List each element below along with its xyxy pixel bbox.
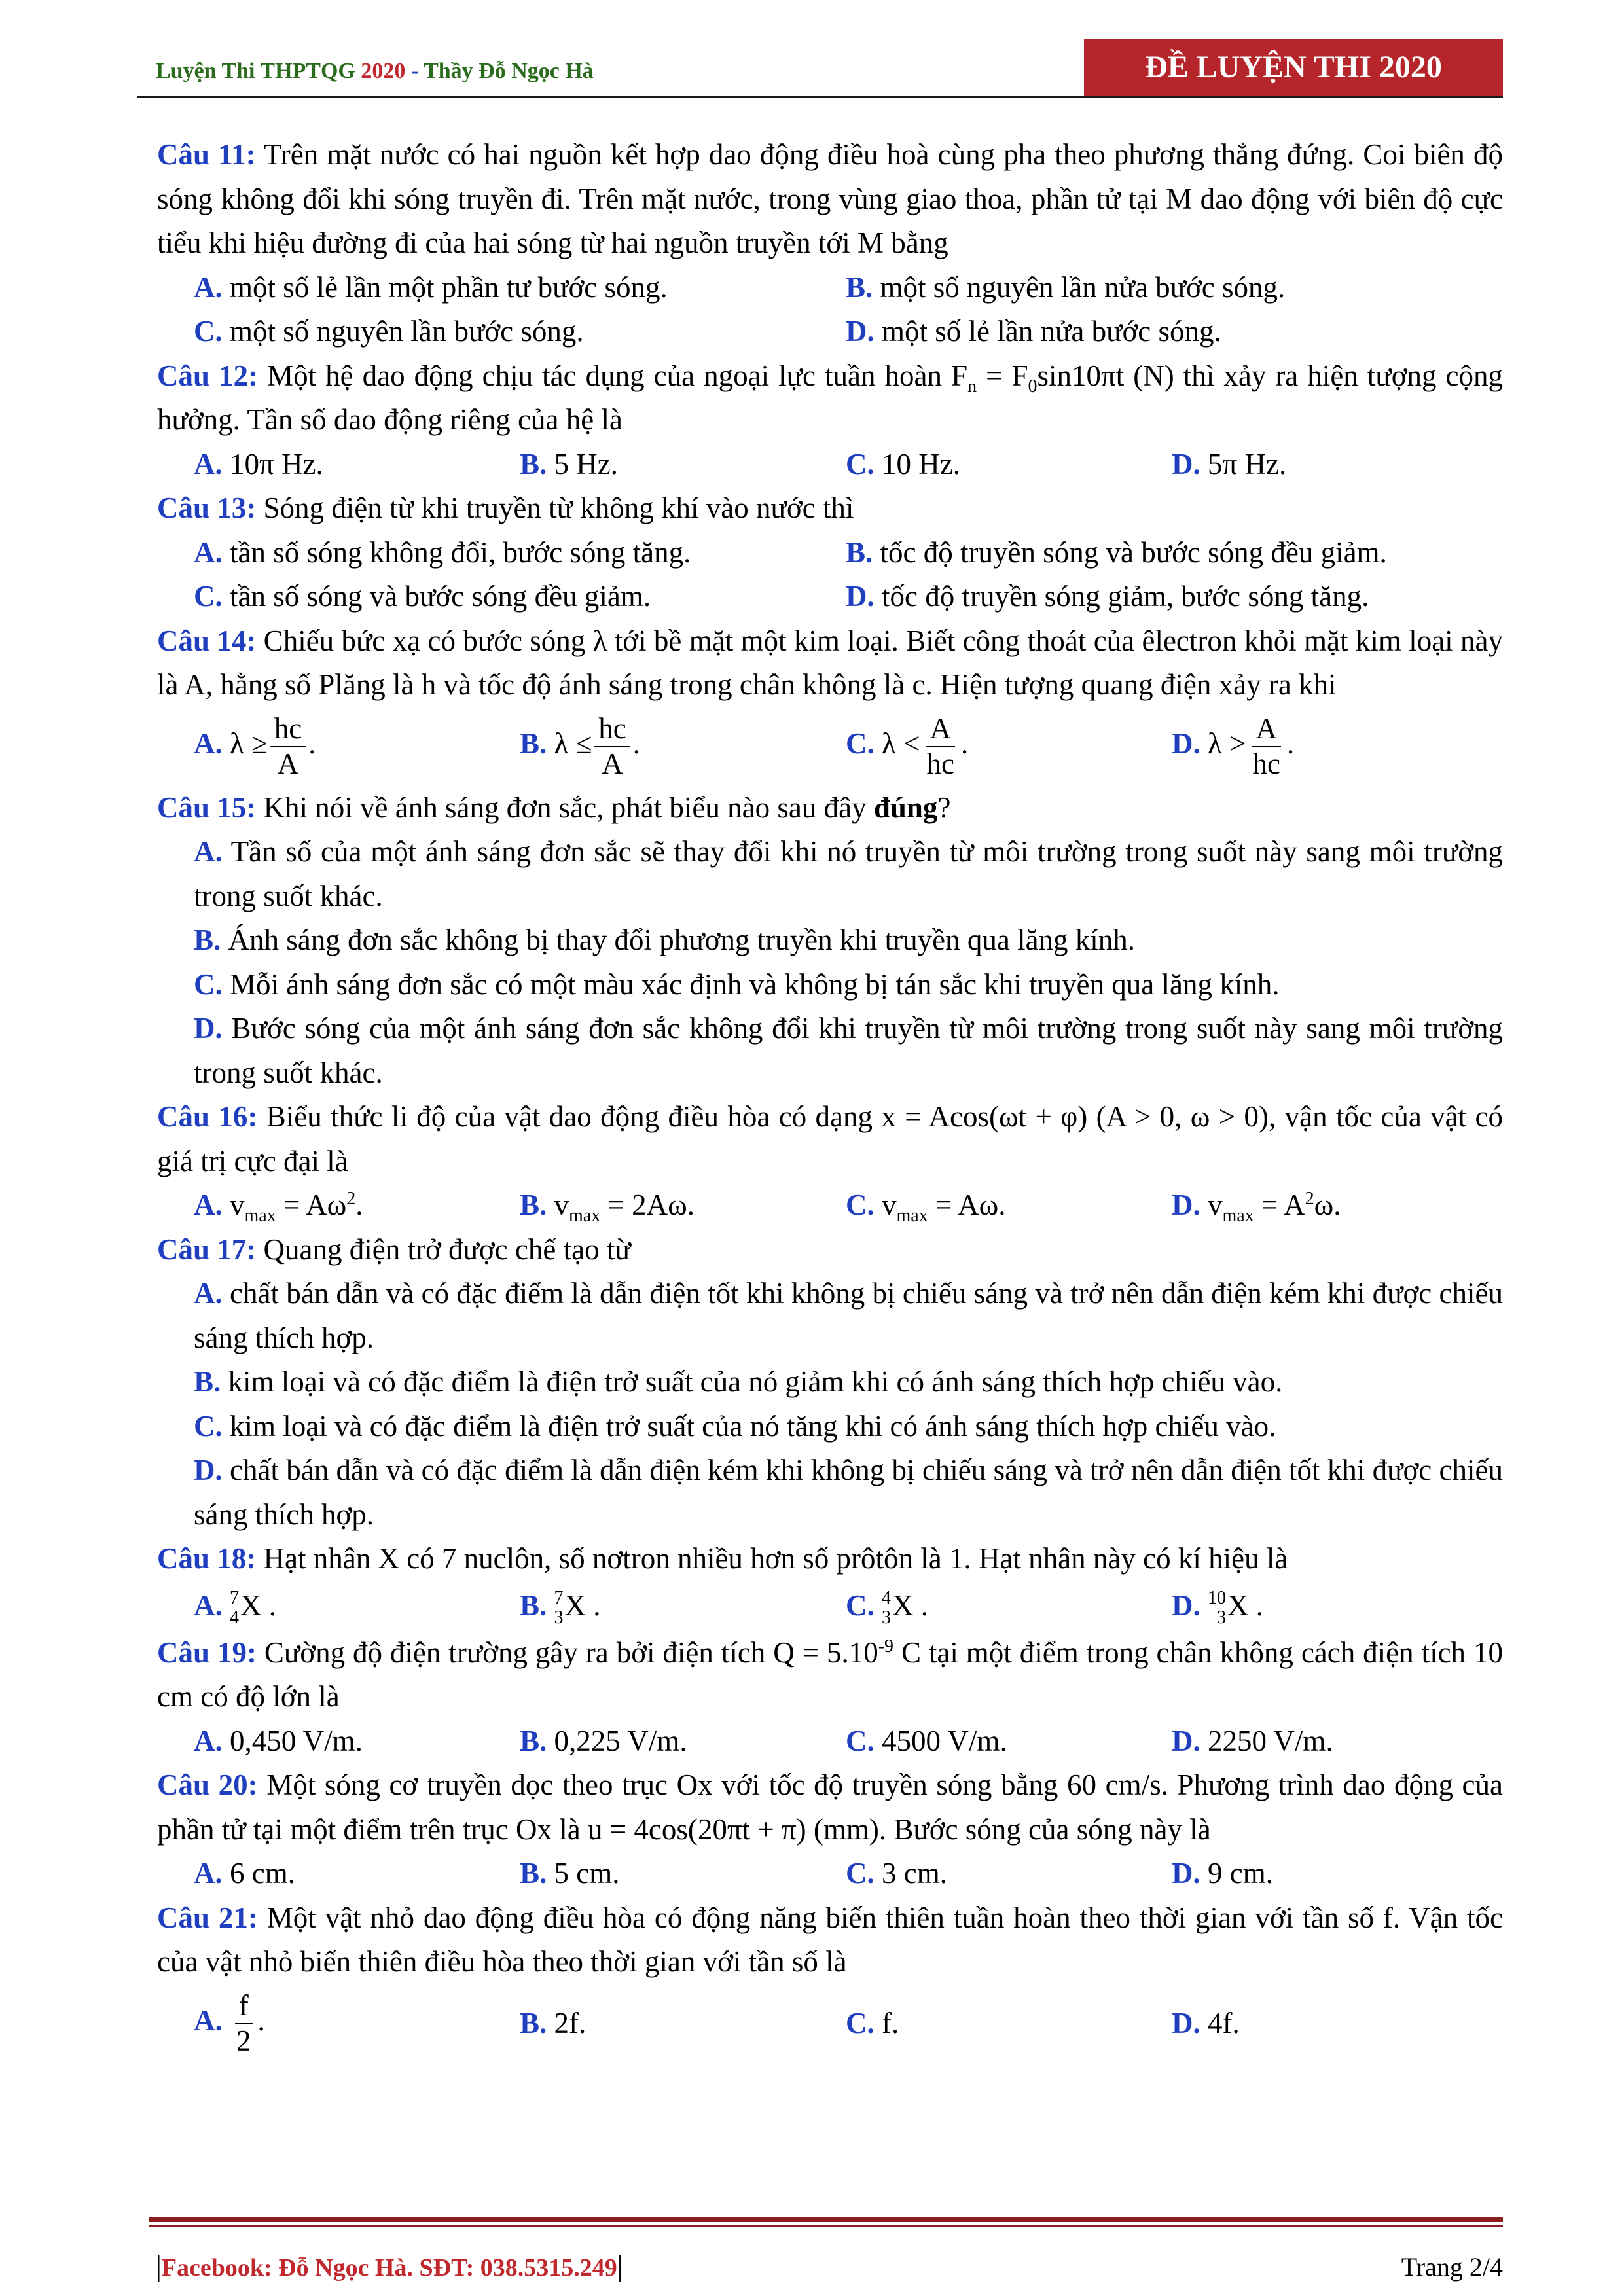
option-d [1172,712,1498,781]
question-text: Chiếu bức xạ có bước sóng λ tới bề mặt một kim loại. Biết công thoát của êlectron khỏi mặt kim loại này là A, hằng số Plăng là h và tốc độ ánh sáng trong chân không là c. Hiện tượng quang điện xảy ra khi [157,624,1503,701]
question-20 [157,1763,1503,1852]
question-text: C tại một điểm trong chân không cách điện tích 10 cm có độ lớn là [157,1636,1503,1713]
footer-divider-thin [149,2225,1503,2227]
subscript: n [967,376,977,397]
option-b [520,1584,846,1628]
option-label: B. [520,1189,547,1221]
option-label: D. [846,580,875,613]
question-text: Một vật nhỏ dao động điều hòa có động năng biến thiên tuần hoàn theo thời gian với tần số f. Vận tốc của vật nhỏ biến thiên điều hòa theo thời gian với tần số là [157,1901,1503,1978]
option-b [157,1360,1503,1405]
option-label: C. [846,1588,875,1622]
formula-lhs: λ ≥ [230,726,268,760]
question-text: Một sóng cơ truyền dọc theo trục Ox với tốc độ truyền sóng bằng 60 cm/s. Phương trình dao động của phần tử tại một điểm trên trục Ox là u = 4cos(20πt + π) (mm). Bước sóng của sóng này là [157,1768,1504,1846]
option-text: Ánh sáng đơn sắc không bị thay đổi phương truyền khi truyền qua lăng kính. [228,924,1136,956]
mass-number: 7 [230,1588,239,1609]
question-text: Một hệ dao động chịu tác dụng của ngoại lực tuần hoàn F [258,359,968,392]
answer-row [157,266,1503,310]
footer-bar: | [156,2250,162,2282]
option-label: B. [194,1365,221,1398]
nuclide-numbers [882,1588,891,1628]
option-b [520,712,846,781]
formula: v [554,1189,569,1221]
question-number: Câu 19: [157,1636,257,1669]
nuclide-numbers [1208,1588,1226,1628]
answer-row [157,310,1503,354]
option-label: B. [520,726,547,760]
option-text: 3 cm. [882,1857,947,1890]
option-label: C. [194,967,223,1001]
fraction-numerator: A [1252,712,1281,747]
option-a [194,1852,520,1896]
formula-lhs: λ < [882,726,920,760]
option-d [157,1448,1503,1537]
emphasis-text: đúng [873,791,938,824]
option-label: B. [520,1724,547,1757]
option-label: C. [846,1189,875,1221]
question-text: Sóng điện từ khi truyền từ không khí vào nước thì [256,492,854,524]
atomic-number: 3 [882,1607,891,1628]
option-text: 4500 V/m. [882,1724,1007,1757]
question-15 [157,786,1503,831]
option-text: 6 cm. [230,1857,295,1890]
fraction [232,1989,255,2058]
superscript: -9 [878,1636,894,1657]
subscript: 0 [1028,376,1038,397]
period: . [913,1588,928,1622]
fraction-numerator: hc [270,712,306,747]
formula: = A [1254,1189,1305,1221]
option-d [1172,1183,1498,1228]
option-a [194,531,846,575]
answer-row [157,442,1503,487]
fraction-denominator: A [602,747,623,780]
header-year: 2020 [361,59,406,83]
question-number: Câu 15: [157,791,257,824]
option-label: A. [194,1189,223,1221]
option-text: 10 Hz. [882,447,960,480]
mass-number: 4 [882,1588,891,1609]
option-a [194,1719,520,1764]
fraction [922,712,958,781]
nuclide-symbol: X [1227,1588,1249,1622]
option-label: B. [520,1857,547,1890]
option-text: chất bán dẫn và có đặc điểm là dẫn điện tốt khi không bị chiếu sáng và trở nên dẫn điện kém khi được chiếu sáng thích hợp. [194,1277,1503,1354]
option-a [157,830,1503,918]
question-14 [157,619,1503,708]
option-a [194,1989,520,2058]
option-b [520,1183,846,1228]
option-c [846,1183,1172,1228]
option-b [157,918,1503,963]
nuclide-symbol: X [892,1588,914,1622]
option-c [157,1405,1503,1449]
question-number: Câu 18: [157,1542,257,1575]
question-text: sin10πt (N) thì xảy ra hiện tượng cộng hưởng. Tần số dao động riêng của hệ là [157,359,1504,436]
option-text: tần số sóng và bước sóng đều giảm. [230,580,651,613]
option-d [157,1007,1503,1095]
fraction-denominator: 2 [236,2024,251,2057]
footer-facebook: Facebook: Đỗ Ngọc Hà. SĐT: 038.5315.249 [161,2254,617,2282]
option-text: một số nguyên lần nửa bước sóng. [880,270,1286,304]
question-text: Hạt nhân X có 7 nuclôn, số nơtron nhiều hơn số prôtôn là 1. Hạt nhân này có kí hiệu là [256,1542,1288,1575]
option-label: C. [194,1409,223,1443]
fraction-denominator: hc [1252,747,1280,780]
footer-divider [149,2217,1503,2222]
question-number: Câu 20: [157,1768,258,1801]
option-a [194,266,846,310]
answer-row [157,531,1503,575]
question-number: Câu 13: [157,492,257,524]
option-text: Mỗi ánh sáng đơn sắc có một màu xác định và không bị tán sắc khi truyền qua lăng kính. [230,967,1280,1001]
option-c [157,963,1503,1007]
question-text: Khi nói về ánh sáng đơn sắc, phát biểu nào sau đây [256,791,874,824]
question-number: Câu 21: [157,1901,258,1934]
option-text: 4f. [1208,2006,1240,2039]
option-label: A. [194,1588,223,1622]
option-text: 5π Hz. [1208,447,1287,480]
option-text: f. [882,2006,899,2039]
option-label: A. [194,1277,223,1310]
option-b [520,1852,846,1896]
option-text: tốc độ truyền sóng giảm, bước sóng tăng. [882,580,1369,613]
option-label: C. [846,447,875,480]
superscript: 2 [1305,1189,1314,1209]
question-13 [157,486,1503,531]
option-label: A. [194,1724,223,1757]
option-b [846,531,1498,575]
header-prefix: Luyện Thi THPTQG [156,59,361,83]
answer-row [157,1984,1503,2063]
period: . [1286,726,1295,760]
option-d [1172,1584,1498,1628]
option-c [194,310,846,354]
option-label: D. [194,1454,223,1486]
formula: v [882,1189,897,1221]
option-c [846,1719,1172,1764]
option-label: D. [1172,1588,1200,1622]
formula: v [230,1189,245,1221]
header-separator: - [405,59,424,83]
subscript: max [896,1206,928,1226]
page-number: Trang 2/4 [1401,2252,1503,2282]
period: . [308,726,316,760]
period: . [261,1588,276,1622]
option-label: A. [194,447,223,480]
option-a [157,1272,1503,1360]
fraction-numerator: A [926,712,955,747]
fraction-numerator: hc [594,712,630,747]
option-label: C. [846,2006,875,2039]
fraction-denominator: A [277,747,299,780]
option-text: 0,225 V/m. [554,1724,687,1757]
option-label: D. [1172,2006,1200,2039]
option-label: C. [846,1724,875,1757]
option-text: 2250 V/m. [1208,1724,1333,1757]
formula-lhs: λ > [1208,726,1246,760]
subscript: max [244,1206,276,1226]
period: . [1248,1588,1263,1622]
option-label: B. [846,535,873,569]
question-18 [157,1537,1503,1581]
superscript: 2 [346,1189,356,1209]
question-number: Câu 14: [157,624,257,657]
question-21 [157,1896,1503,1984]
option-text: một số lẻ lần một phần tư bước sóng. [230,270,668,304]
question-text: Biểu thức li độ của vật dao động điều hòa có dạng x = Acos(ωt + φ) (A > 0, ω > 0), vận tốc của vật có giá trị cực đại là [157,1100,1503,1177]
question-number: Câu 12: [157,359,259,392]
option-c [846,1584,1172,1628]
period: . [586,1588,601,1622]
option-label: A. [194,726,223,760]
option-label: D. [194,1012,223,1045]
nuclide-symbol: X [240,1588,262,1622]
option-label: D. [846,315,875,348]
option-text: một số nguyên lần bước sóng. [230,315,584,348]
question-number: Câu 16: [157,1100,258,1133]
option-d [846,310,1498,354]
option-c [194,575,846,619]
option-d [846,575,1498,619]
formula: . [355,1189,363,1221]
option-label: C. [846,1857,875,1890]
answer-row [157,575,1503,619]
nuclide-symbol: X [564,1588,586,1622]
footer-bar: | [617,2250,623,2282]
option-label: D. [1172,1857,1200,1890]
formula: ω. [1314,1189,1341,1221]
answer-row [157,708,1503,786]
option-label: D. [1172,726,1200,760]
fraction [1248,712,1284,781]
period: . [960,726,969,760]
option-b [520,442,846,487]
option-c [846,442,1172,487]
nuclide-numbers [230,1588,239,1628]
option-b [520,1719,846,1764]
question-number: Câu 11: [157,138,256,171]
answer-row [157,1183,1503,1228]
option-d [1172,442,1498,487]
option-text: 2f. [554,2006,586,2039]
option-text: Bước sóng của một ánh sáng đơn sắc không đổi khi truyền từ môi trường trong suốt này sang môi trường trong suốt khác. [194,1012,1503,1089]
option-label: B. [194,924,221,956]
option-c [846,1852,1172,1896]
answer-row [157,1581,1503,1631]
option-label: B. [520,1588,547,1622]
header-author: Thầy Đỗ Ngọc Hà [424,59,594,83]
atomic-number: 4 [230,1607,239,1628]
option-c [846,712,1172,781]
subscript: max [569,1206,601,1226]
option-a [194,1584,520,1628]
formula: = 2Aω. [600,1189,695,1221]
question-12 [157,354,1503,442]
questions-content [157,133,1503,2063]
question-number: Câu 17: [157,1232,257,1266]
period: . [257,2003,265,2037]
header-title [156,59,594,84]
option-text: một số lẻ lần nửa bước sóng. [882,315,1221,348]
option-label: A. [194,2003,223,2037]
option-c [846,2001,1172,2046]
mass-number: 10 [1208,1588,1226,1609]
option-label: D. [1172,1189,1200,1221]
option-label: D. [1172,1724,1200,1757]
formula: = Aω. [928,1189,1006,1221]
answer-row [157,1852,1503,1896]
option-d [1172,2001,1498,2046]
fraction [594,712,630,781]
question-text: Cường độ điện trường gây ra bởi điện tích Q = 5.10 [256,1636,878,1669]
option-label: C. [194,315,223,348]
option-label: C. [194,580,223,613]
option-text: 0,450 V/m. [230,1724,363,1757]
period: . [632,726,641,760]
option-text: tốc độ truyền sóng và bước sóng đều giảm. [880,535,1387,569]
option-label: A. [194,1857,223,1890]
header-divider [137,96,1503,98]
option-text: 5 Hz. [554,447,618,480]
option-a [194,1183,520,1228]
option-label: A. [194,535,223,569]
option-text: tần số sóng không đổi, bước sóng tăng. [230,535,691,569]
option-text: 5 cm. [554,1857,620,1890]
fraction [270,712,306,781]
option-text: kim loại và có đặc điểm là điện trở suất của nó giảm khi có ánh sáng thích hợp chiếu vào. [228,1365,1283,1398]
option-d [1172,1852,1498,1896]
nuclide-numbers [554,1588,564,1628]
question-16 [157,1095,1503,1183]
atomic-number: 3 [554,1607,564,1628]
option-text: 10π Hz. [230,447,323,480]
option-a [194,442,520,487]
question-text: = F [977,359,1028,392]
option-label: B. [520,447,547,480]
option-label: B. [520,2006,547,2039]
atomic-number: 3 [1217,1607,1226,1628]
fraction-numerator: f [235,1989,253,2024]
option-label: C. [846,726,875,760]
option-a [194,712,520,781]
option-label: D. [1172,447,1200,480]
formula: v [1208,1189,1223,1221]
option-text: 9 cm. [1208,1857,1273,1890]
answer-row [157,1719,1503,1764]
formula-lhs: λ ≤ [554,726,592,760]
option-text: chất bán dẫn và có đặc điểm là dẫn điện kém khi không bị chiếu sáng và trở nên dẫn điện tốt khi được chiếu sáng thích hợp. [194,1454,1503,1531]
question-19 [157,1631,1503,1719]
question-text: Trên mặt nước có hai nguồn kết hợp dao động điều hoà cùng pha theo phương thẳng đứng. Coi biên độ sóng không đổi khi sóng truyền đi. Trên mặt nước, trong vùng giao thoa, phần tử tại M dao động với biên độ cực tiểu khi hiệu đường đi của hai sóng từ hai nguồn truyền tới M bằng [157,138,1504,259]
option-text: Tần số của một ánh sáng đơn sắc sẽ thay đổi khi nó truyền từ môi trường trong suốt này sang môi trường trong suốt khác. [194,835,1504,912]
fraction-denominator: hc [926,747,954,780]
option-label: B. [846,270,873,304]
question-text: ? [937,791,951,824]
mass-number: 7 [554,1588,564,1609]
footer-contact [156,2250,623,2283]
option-b [846,266,1498,310]
option-label: A. [194,270,223,304]
option-text: kim loại và có đặc điểm là điện trở suất của nó tăng khi có ánh sáng thích hợp chiếu vào. [230,1409,1276,1443]
question-text: Quang điện trở được chế tạo từ [256,1232,631,1266]
formula: = Aω [276,1189,347,1221]
question-17 [157,1228,1503,1272]
header-badge: ĐỀ LUYỆN THI 2020 [1084,39,1503,96]
option-label: A. [194,835,223,868]
subscript: max [1222,1206,1254,1226]
question-11 [157,133,1503,266]
option-b [520,2001,846,2046]
option-d [1172,1719,1498,1764]
